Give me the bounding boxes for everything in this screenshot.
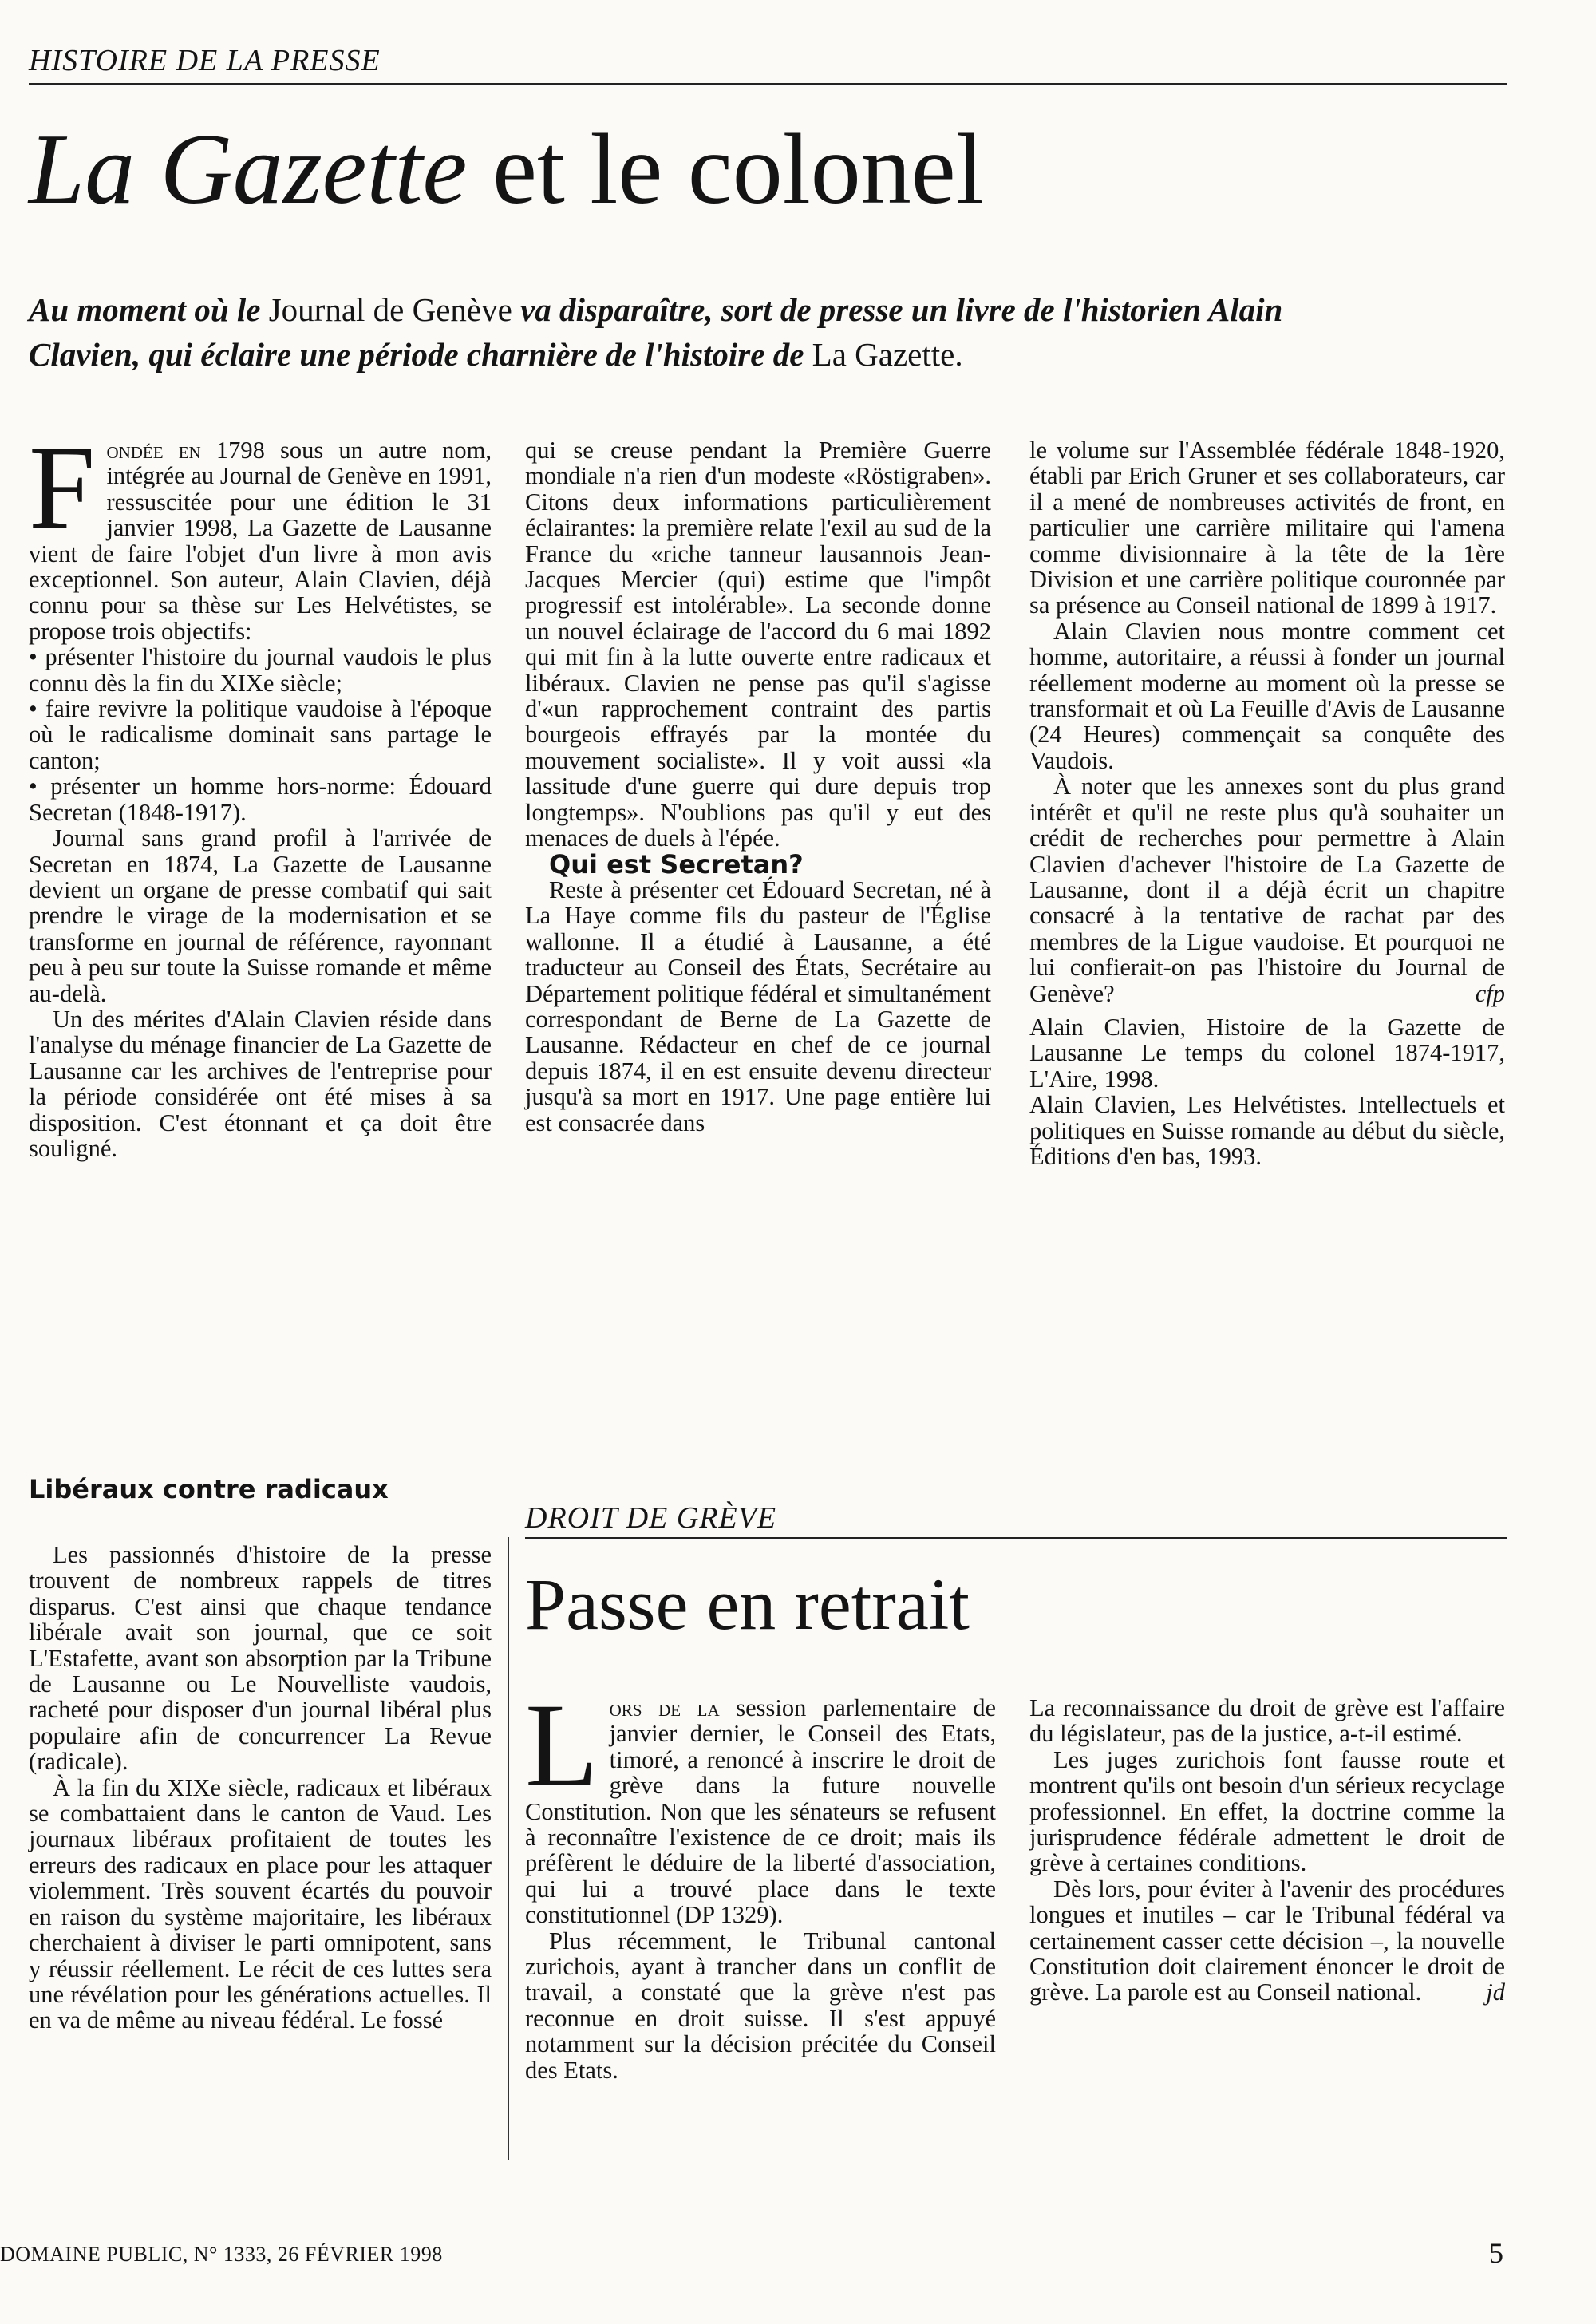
article1-column-1-continued [29, 1542, 492, 2034]
subheading-liberaux: Libéraux contre radicaux [29, 1474, 389, 1504]
footer-publication: DOMAINE PUBLIC, N° 1333, 26 FÉVRIER 1998 [0, 2243, 443, 2266]
paragraph: Les juges zurichois font fausse route et montrent qu'ils ont besoin d'un sérieux recyclage professionnel. En effet, la doctrine comme la jurisprudence fédérale admettent le droit de grève à certaines conditions. [1029, 1745, 1505, 1877]
paragraph: Fondée en 1798 sous un autre nom, intégrée au Journal de Genève en 1991, ressuscitée pour une édition le 31 janvier 1998, La Gazette de Lausanne vient de faire l'objet d'un livre à mon avis exceptionnel. Son auteur, Alain Clavien, déjà connu pour sa thèse sur Les Helvétistes, se propose trois objectifs: [29, 421, 492, 645]
page-number: 5 [1489, 2237, 1503, 2269]
paragraph: Alain Clavien nous montre comment cet homme, autoritaire, a réussi à fonder un journal réellement moderne au moment où la presse se transformait et où La Feuille d'Avis de Lausanne (24 Heures) commençait sa conquête des Vaudois. [1029, 617, 1505, 774]
paragraph: qui se creuse pendant la Première Guerre mondiale n'a rien d'un modeste «Röstigraben». Citons deux informations particulièrement éclairantes: la première relate l'exil au sud de la France du «riche tanneur lausannois Jean-Jacques Mercier (qui) estime que l'impôt progressif est intolérable». La seconde donne un nouvel éclairage de l'accord du 6 mai 1892 qui mit fin à la lutte ouverte entre radicaux et libéraux. Clavien ne pense pas qu'il s'agisse d'«un rapprochement contraint des partis bourgeois effrayés par la montée du mouvement socialiste». Il y voit aussi «la lassitude d'une guerre qui dure depuis trop longtemps». N'oublions pas qu'il y eut des menaces de duels à l'épée. [525, 437, 991, 852]
paragraph: Un des mérites d'Alain Clavien réside dans l'analyse du ménage financier de La Gazette de Lausanne car les archives de l'entreprise pour la période considérée ont été mises à sa disposition. C'est étonnant et ça doit être souligné. [29, 1005, 492, 1162]
paragraph: À noter que les annexes sont du plus grand intérêt et qu'il ne reste plus qu'à souhaiter un crédit de recherches pour permettre à Alain Clavien d'achever l'histoire de La Gazette de Lausanne, dont il a déjà écrit un chapitre consacré à la tentative de rachat par des membres de la Ligue vaudoise. Et pourquoi ne lui confierait-on pas l'histoire du Journal de Genève? cfp [1029, 773, 1505, 1007]
rubric-histoire-presse: HISTOIRE DE LA PRESSE [29, 44, 381, 77]
paragraph: Plus récemment, le Tribunal cantonal zurichois, ayant à trancher dans un conflit de travail, a constaté que la grève n'est pas reconnue en droit suisse. Il s'est appuyé notamment sur la décision précitée du Conseil des Etats. [525, 1927, 996, 2084]
article1-column-2 [525, 437, 991, 1136]
bullet-item: • présenter un homme hors-norme: Édouard Secretan (1848-1917). [29, 773, 492, 826]
rubric-droit-de-greve: DROIT DE GRÈVE [525, 1501, 777, 1535]
article2-column-1 [525, 1679, 996, 2084]
drop-cap: L [525, 1679, 598, 1812]
paragraph: le volume sur l'Assemblée fédérale 1848-1920, établi par Erich Gruner et ses collaborateurs, car il a mené de nombreuses activités de front, en particulier une carrière militaire qui l'amena comme divisionnaire à la tête de la 1ère Division et une carrière politique couronnée par sa présence au Conseil national de 1899 à 1917. [1029, 437, 1505, 619]
article1-column-3 [1029, 437, 1505, 1169]
article2-title: Passe en retrait [525, 1563, 970, 1645]
paragraph: Journal sans grand profil à l'arrivée de Secretan en 1874, La Gazette de Lausanne devient un organe de presse combatif qui sait prendre le virage de la modernisation et se transforme en journal de référence, rayonnant peu à peu sur toute la Suisse romande et même au-delà. [29, 824, 492, 1007]
paragraph: Les passionnés d'histoire de la presse trouvent de nombreux rappels de titres disparus. C'est ainsi que chaque tendance libérale avait son journal, que ce soit L'Estafette, avant son absorption par la Tribune de Lausanne ou Le Nouvelliste vaudois, racheté pour disposer d'un journal libéral plus populaire afin de concurrencer La Revue (radicale). [29, 1541, 492, 1776]
title-rest: et le colonel [467, 114, 984, 225]
article1-column-1 [29, 421, 492, 1162]
paragraph: À la fin du XIXe siècle, radicaux et libéraux se combattaient dans le canton de Vaud. Les journaux libéraux profitaient de toutes les erreurs des radicaux en place pour les attaquer violemment. Très souvent écartés du pouvoir en raison du système majoritaire, les libéraux cherchaient à diviser le parti omnipotent, sans y réussir réellement. Le récit de ces luttes sera une révélation pour les générations actuelles. Il en va de même au niveau fédéral. Le fossé [29, 1773, 492, 2034]
article-lead: Au moment où le Journal de Genève va disparaître, sort de presse un livre de l'historien Alain Clavien, qui éclaire une période charnière de l'histoire de La Gazette. [29, 291, 1283, 373]
source-reference: Alain Clavien, Histoire de la Gazette de Lausanne Le temps du colonel 1874-1917, L'Aire, 1998. [1029, 1013, 1505, 1093]
section-rule [525, 1537, 1507, 1539]
bullet-item: • faire revivre la politique vaudoise à l'époque où le radicalisme dominait sans partage le canton; [29, 695, 492, 774]
header-rule [29, 83, 1507, 85]
source-reference: Alain Clavien, Les Helvétistes. Intellectuels et politiques en Suisse romande au début du siècle, Éditions d'en bas, 1993. [1029, 1091, 1505, 1170]
paragraph: Dès lors, pour éviter à l'avenir des procédures longues et inutiles – car le Tribunal fédéral va certainement casser cette décision –, la nouvelle Constitution doit clairement énoncer le droit de grève. La parole est au Conseil national. jd [1029, 1875, 1505, 2006]
subheading-secretan: Qui est Secretan? [549, 848, 804, 879]
title-italic: La Gazette [29, 114, 468, 225]
article-title [29, 114, 984, 225]
bullet-item: • présenter l'histoire du journal vaudois le plus connu dès la fin du XIXe siècle; [29, 643, 492, 697]
author-signature: jd [1486, 1978, 1505, 2006]
author-signature: cfp [1475, 979, 1505, 1007]
column-divider [508, 1537, 509, 2160]
paragraph: La reconnaissance du droit de grève est l'affaire du législateur, pas de la justice, a-t-il estimé. [1029, 1694, 1505, 1748]
paragraph: Lors de la session parlementaire de janvier dernier, le Conseil des Etats, timoré, a renoncé à inscrire le droit de grève dans la future nouvelle Constitution. Non que les sénateurs se refusent à reconnaître l'existence de ce droit; mais ils préfèrent le déduire de la liberté d'association, qui lui a trouvé place dans le texte constitutionnel (DP 1329). [525, 1679, 996, 1929]
article2-column-2 [1029, 1695, 1505, 2006]
drop-cap: F [29, 421, 96, 554]
paragraph: Reste à présenter cet Édouard Secretan, né à La Haye comme fils du pasteur de l'Église wallonne. Il a étudié à Lausanne, a été traducteur au Conseil des États, Secrétaire au Département politique fédéral et simultanément correspondant de Berne de La Gazette de Lausanne. Rédacteur en chef de ce journal depuis 1874, il en est ensuite devenu directeur jusqu'à sa mort en 1917. Une page entière lui est consacrée dans [525, 875, 991, 1136]
